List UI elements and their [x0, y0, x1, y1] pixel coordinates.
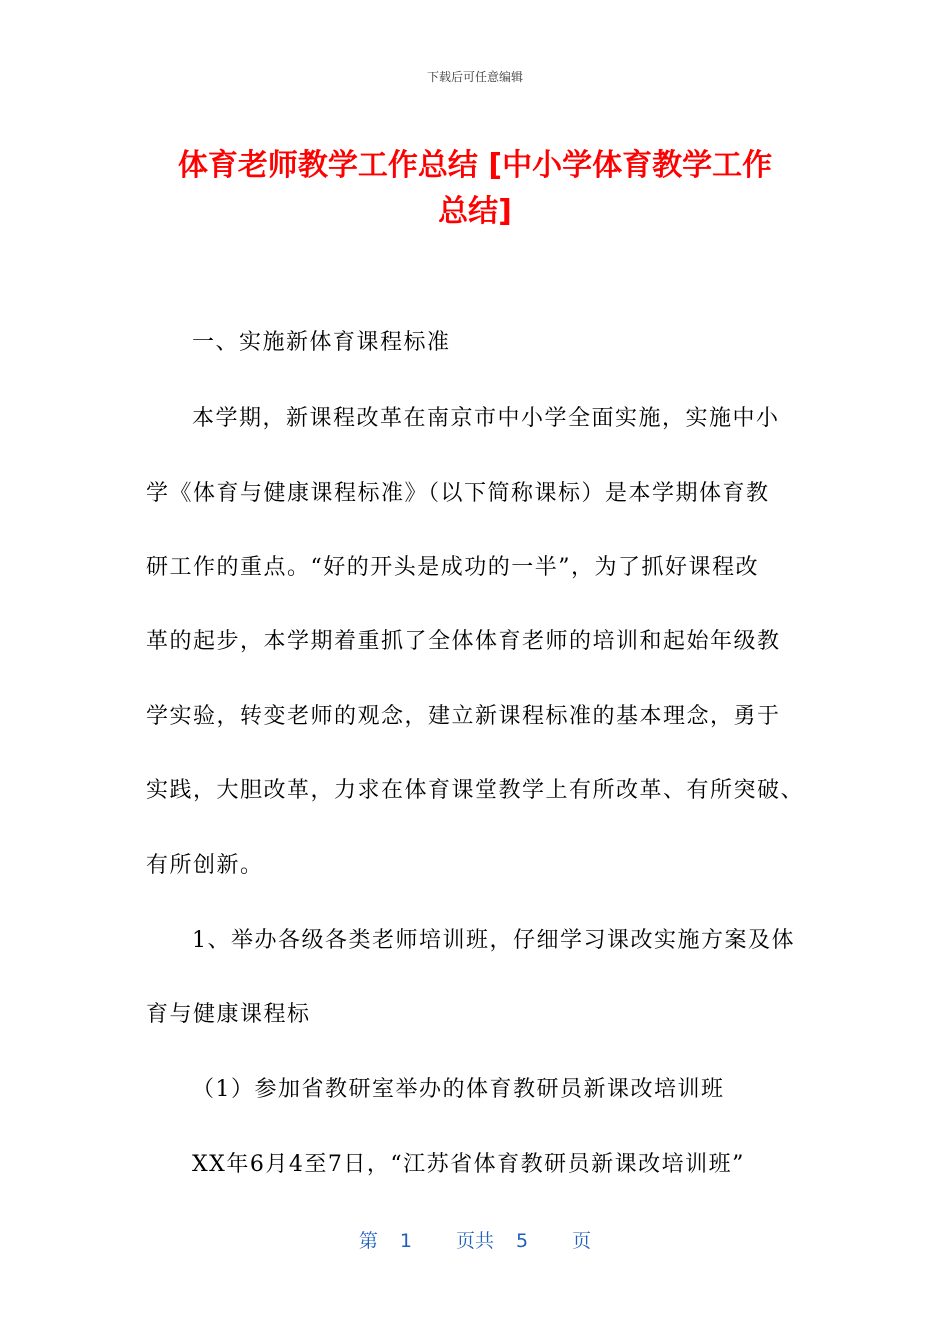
- title-line-2: 总结]: [438, 194, 512, 229]
- title-line-1: 体育老师教学工作总结 [中小学体育教学工作: [177, 148, 773, 183]
- section-heading: 一、实施新体育课程标准: [192, 330, 451, 355]
- footer-prefix: 第: [358, 1230, 378, 1252]
- paragraph-line: 研工作的重点。“好的开头是成功的一半”，为了抓好课程改: [146, 555, 759, 580]
- paragraph-line: 学《体育与健康课程标准》（以下简称课标）是本学期体育教: [146, 481, 770, 506]
- paragraph-line: XX年6月4至7日，“江苏省体育教研员新课改培训班”: [192, 1152, 745, 1177]
- header-note: 下载后可任意编辑: [426, 70, 523, 84]
- paragraph-line: 革的起步，本学期着重抓了全体体育老师的培训和起始年级教: [146, 629, 781, 654]
- footer-suffix: 页: [572, 1230, 592, 1252]
- list-item-heading: 1、举办各级各类老师培训班，仔细学习课改实施方案及体: [192, 928, 795, 953]
- paragraph-line: 有所创新。: [146, 853, 264, 878]
- total-pages-number: 5: [516, 1230, 529, 1252]
- footer-middle: 页共: [455, 1230, 494, 1252]
- paragraph-line: 实践，大胆改革，力求在体育课堂教学上有所改革、有所突破、: [146, 778, 805, 803]
- document-title: [140, 143, 810, 235]
- paragraph-line: 本学期，新课程改革在南京市中小学全面实施，实施中小: [192, 406, 780, 431]
- paragraph-line: 育与健康课程标: [146, 1002, 311, 1027]
- sub-item-heading: （1）参加省教研室举办的体育教研员新课改培训班: [192, 1077, 725, 1102]
- page-footer: [0, 1226, 950, 1253]
- paragraph-line: 学实验，转变老师的观念，建立新课程标准的基本理念，勇于: [146, 704, 781, 729]
- current-page-number: 1: [399, 1230, 412, 1252]
